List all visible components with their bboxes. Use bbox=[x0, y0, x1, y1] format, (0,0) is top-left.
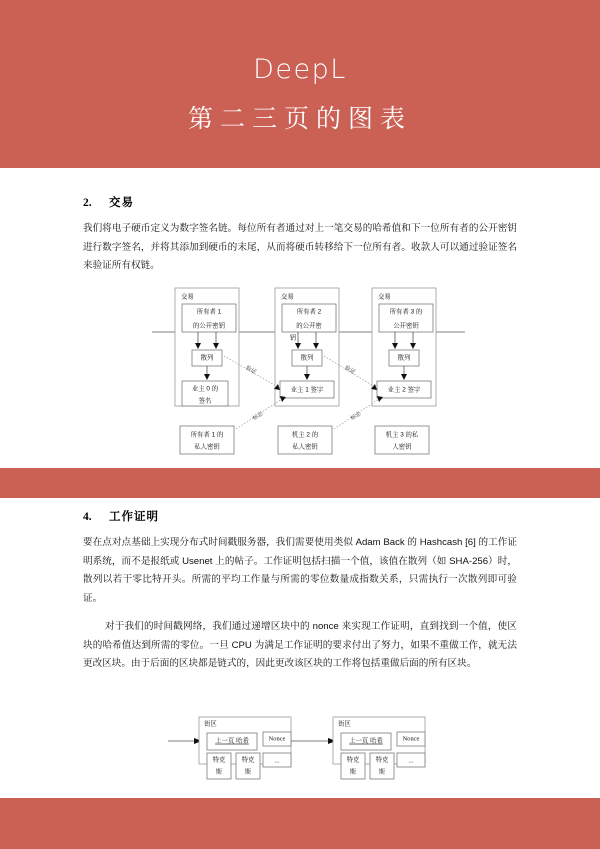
block-2-prev-hash: 上一页 哈希 bbox=[349, 737, 383, 745]
block-2-tx-left-line2: 斯 bbox=[349, 768, 357, 776]
tx-col-1-privkey-line2: 私人密钥 bbox=[194, 443, 220, 451]
tx-col-1-pubkey-line2: 的公开密钥 bbox=[193, 322, 225, 330]
block-1-tx-left-line1: 特克 bbox=[212, 756, 226, 764]
tx-col-1-signature-line1: 业主 0 的 bbox=[191, 385, 219, 393]
verify-label-2: 验证 bbox=[343, 365, 357, 376]
block-2-tx-right-line2: 斯 bbox=[378, 768, 386, 776]
block-1-tx-right-line1: 特克 bbox=[241, 756, 255, 764]
section-4-number: 4. bbox=[83, 511, 92, 523]
tx-col-3-pubkey-line1: 所有者 3 的 bbox=[389, 308, 423, 316]
tx-col-2-pubkey-line2: 的公开密 bbox=[296, 322, 322, 330]
section-4-title: 工作证明 bbox=[109, 511, 159, 523]
verify-label-1: 验证 bbox=[244, 365, 258, 376]
tx-col-3-pubkey-line2: 公开密钥 bbox=[393, 322, 419, 330]
tx-col-3-signature-line1: 业主 2 签字 bbox=[387, 386, 421, 394]
separator-band-middle bbox=[0, 468, 600, 498]
section-2-title: 交易 bbox=[109, 197, 134, 209]
section-4-block bbox=[83, 508, 517, 674]
tx-col-1-pubkey-line1: 所有者 1 bbox=[196, 308, 222, 316]
section-4-paragraph-1: 要在点对点基础上实现分布式时间戳服务器，我们需要使用类似 Adam Back 的 Hashcash [6] 的工作证明系统，而不是报纸或 Usenet 上的帖子。工作证明包括扫描一个值，该值在散列（如 SHA-256）时，散列以若干零比特开头。所需的平均工作量与所需的零位数量成指数关系，只需执行一次散列即可验证。 bbox=[83, 537, 517, 604]
block-1-ellipsis: ... bbox=[274, 757, 280, 765]
tx-col-3-privkey-line2: 人密钥 bbox=[392, 443, 412, 451]
block-1-prev-hash: 上一页 哈希 bbox=[215, 737, 249, 745]
tx-col-2-privkey-line2: 私人密钥 bbox=[292, 443, 318, 451]
block-2-nonce: Nonce bbox=[402, 735, 420, 743]
section-2-paragraph-1: 我们将电子硬币定义为数字签名链。每位所有者通过对上一笔交易的哈希值和下一位所有者的公开密钥进行数字签名，并将其添加到硬币的末尾，从而将硬币转移给下一位所有者。收款人可以通过验证签名来验证所有权链。 bbox=[83, 223, 517, 271]
tx-col-2-header: 交易 bbox=[281, 293, 294, 301]
sign-label-1: 标志 bbox=[251, 410, 265, 422]
section-4-heading bbox=[83, 508, 517, 524]
block-1-header: 街区 bbox=[204, 720, 217, 728]
document-page-1 bbox=[0, 168, 600, 468]
banner-subtitle: 第二三页的图表 bbox=[187, 104, 412, 133]
tx-col-1-hash: 散列 bbox=[200, 354, 214, 362]
tx-col-2-hash: 散列 bbox=[300, 354, 314, 362]
tx-col-2-pubkey-line3: 钥 bbox=[289, 334, 297, 342]
tx-col-2-pubkey-line1: 所有者 2 bbox=[296, 308, 322, 316]
block-chain-diagram bbox=[0, 713, 600, 793]
tx-col-3-privkey-line1: 机主 3 的私 bbox=[385, 431, 419, 439]
block-2-tx-right-line1: 特克 bbox=[375, 756, 389, 764]
section-4-paragraph-2: 对于我们的时间戳网络，我们通过递增区块中的 nonce 来实现工作证明，直到找到一个值，使区块的哈希值达到所需的零位。一旦 CPU 为满足工作证明的要求付出了努力，如果不重做工作，就无法更改区块。由于后面的区块都是链式的，因此更改该区块的工作将包括重做后面的所有区块。 bbox=[83, 621, 517, 669]
block-2-ellipsis: ... bbox=[408, 757, 414, 765]
brand-title: DeepL bbox=[253, 54, 347, 85]
tx-col-3-header: 交易 bbox=[378, 293, 391, 301]
block-1-nonce: Nonce bbox=[268, 735, 286, 743]
section-2-block bbox=[83, 194, 517, 276]
block-1-tx-right-line2: 斯 bbox=[244, 768, 252, 776]
page-banner bbox=[0, 0, 600, 168]
tx-col-1-signature-line2: 签名 bbox=[198, 397, 212, 405]
tx-col-3-hash: 散列 bbox=[397, 354, 411, 362]
document-page-2 bbox=[0, 498, 600, 798]
block-2-header: 街区 bbox=[338, 720, 351, 728]
section-2-heading bbox=[83, 194, 517, 210]
tx-col-1-privkey-line1: 所有者 1 的 bbox=[190, 431, 224, 439]
section-2-number: 2. bbox=[83, 197, 92, 209]
tx-col-2-privkey-line1: 机主 2 的 bbox=[291, 431, 319, 439]
block-1-tx-left-line2: 斯 bbox=[215, 768, 223, 776]
tx-col-2-signature-line1: 业主 1 签字 bbox=[290, 386, 324, 394]
separator-band-bottom bbox=[0, 798, 600, 849]
sign-label-2: 标志 bbox=[349, 410, 363, 422]
block-2-tx-left-line1: 特克 bbox=[346, 756, 360, 764]
transaction-chain-diagram bbox=[0, 286, 600, 468]
tx-col-1-header: 交易 bbox=[181, 293, 194, 301]
